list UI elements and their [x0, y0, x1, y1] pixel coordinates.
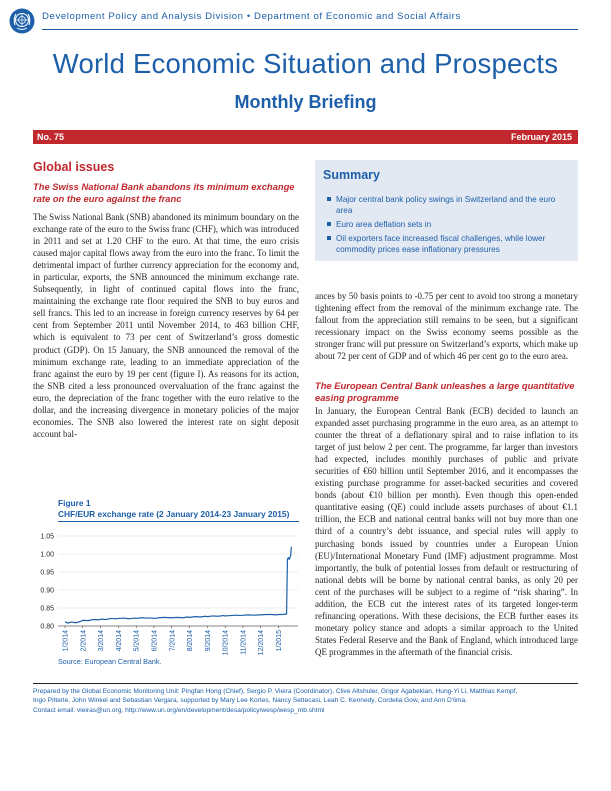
contact-line[interactable]: Contact email: vieiras@un.org, http://www.un.org/en/development/desa/policy/wesp/wesp_mb.shtml — [33, 706, 325, 714]
figure-source: Source: European Central Bank. — [58, 657, 162, 666]
y-tick-label: 0.95 — [40, 569, 54, 577]
x-tick-label: 6/2014 — [151, 630, 159, 652]
y-tick-label: 1.05 — [40, 533, 54, 541]
masthead-divider — [42, 29, 578, 30]
x-tick-label: 3/2014 — [98, 630, 106, 652]
publication-title: World Economic Situation and Prospects — [52, 48, 559, 79]
series-line-chf-eur — [65, 547, 291, 623]
y-tick-label: 0.90 — [40, 587, 54, 595]
issue-date: February 2015 — [510, 131, 572, 142]
x-tick-label: 9/2014 — [204, 630, 212, 652]
summary-item: Oil exporters face increased fiscal challenges, while lower commodity prices ease inflationary pressures — [336, 233, 572, 255]
footer-divider — [33, 683, 578, 684]
x-tick-label: 2/2014 — [80, 630, 88, 652]
bullet-icon — [327, 197, 331, 201]
figure-title: CHF/EUR exchange rate (2 January 2014-23 January 2015) — [58, 509, 290, 519]
x-tick-label: 8/2014 — [187, 630, 195, 652]
article-subheading: The European Central Bank unleashes a large quantitative easing programme — [315, 380, 575, 403]
x-tick-label: 7/2014 — [169, 630, 177, 652]
x-tick-label: 1/2014 — [62, 630, 70, 652]
y-tick-label: 1.00 — [40, 551, 54, 559]
un-emblem-icon — [9, 8, 35, 34]
issue-bar — [33, 130, 578, 144]
x-tick-label: 4/2014 — [115, 630, 123, 652]
bullet-icon — [327, 222, 331, 226]
x-tick-label: 1/2015 — [276, 630, 284, 652]
summary-item: Major central bank policy swings in Switzerland and the euro area — [336, 194, 572, 216]
credits-footer — [33, 687, 581, 715]
issue-number: No. 75 — [37, 131, 65, 142]
summary-item: Euro area deflation sets in — [336, 219, 572, 230]
article-paragraph-continued: ances by 50 basis points to -0.75 per cent to avoid too strong a monetary tightening effect from the removal of the minimum exchange rate. The fallout from the appreciation still remains to be seen, but a significant recessionary impact on the Swiss economy seems possible as the stronger franc will put pressure on Switzerland’s exports, which make up about 72 per cent of GDP and of which 46 per cent go to the euro area. — [315, 291, 578, 362]
figure-label: Figure 1 — [58, 498, 91, 508]
section-heading: Global issues — [33, 160, 115, 174]
x-tick-label: 12/2014 — [258, 630, 266, 656]
bullet-icon — [327, 236, 331, 240]
article-paragraph: The Swiss National Bank (SNB) abandoned its minimum boundary on the exchange rate of the euro to the Swiss franc (CHF), which was introduced in 2011 and set at 1.20 CHF to the euro. At that time, the euro crisis caused major capital flows away from the euro into the franc. To limit the detrimental impact of further currency appreciation for the economy and, in particular, exports, the SNB announced the minimum exchange rate. Subsequently, in light of continued capital flows into the franc, maintaining the exchange rate floor required the SNB to buy euros and sell francs. This led to an increase in foreign currency reserves by 64 per cent from September 2011 until November 2014, to 463 billion CHF, which is equivalent to 73 per cent of Switzerland’s gross domestic product (GDP). On 15 January, the SNB announced the removal of the minimum exchange rate, leading to an immediate appreciation of the franc against the euro by 19 per cent (figure I). As reasons for its action, the SNB cited a less pronounced overvaluation of the franc against the euro, the depreciation of the franc together with the euro relative to the dollar, and the increasing divergence in monetary policies of the major economies. The SNB also lowered the interest rate on sight deposit account bal- — [33, 212, 299, 439]
article-paragraph: In January, the European Central Bank (ECB) decided to launch an expanded asset purchasing programme in the euro area, as an attempt to counter the threat of a deflationary spiral and to raise inflation to its target of just below 2 per cent. The programme, far larger than investors had expected, includes monthly purchases of public and private securities of €60 billion until September 2016, and it encompasses the existing purchase programme for asset-backed securities and covered bonds (about €10 billion per month). Even though this open-ended quantitative easing (QE) could include assets purchases of about €1.1 trillion, the ECB and national central banks will not buy more than one third of a country’s debt issuance, and special rules will apply to purchasing bonds issued by countries under a European Union (EU)/International Monetary Fund (IMF) adjustment programme. Most importantly, the bulk of potential losses from default or restructuring of national debts will be borne by national central banks, as only 20 per cent of the purchases will be subject to a regime of “risk sharing”. In addition, the ECB cut the interest rates of its targeted longer-term refinancing operations. With these decisions, the ECB further eases its monetary policy stance and adopts a similar approach to the United States Federal Reserve and the Bank of England, which introduced large QE programmes in the aftermath of the financial crisis. — [315, 406, 578, 657]
summary-title: Summary — [323, 168, 380, 182]
organization-line: Development Policy and Analysis Division • Department of Economic and Social Affairs — [42, 11, 461, 22]
y-tick-label: 0.85 — [40, 605, 54, 613]
article-subheading: The Swiss National Bank abandons its minimum exchange rate on the euro against the franc — [33, 181, 295, 204]
exchange-rate-chart — [30, 522, 306, 656]
x-tick-label: 10/2014 — [222, 630, 230, 656]
publication-subtitle: Monthly Briefing — [234, 92, 377, 112]
x-tick-label: 11/2014 — [240, 630, 248, 655]
y-tick-label: 0.80 — [40, 623, 54, 631]
credits-line: Prepared by the Global Economic Monitoring Unit: Pingfan Hong (Chief), Sergio P. Vieira (Coordinator), Clive Altshuler, Grigor Agabekian, Hung-Yi Li, Matthias Kempf, — [33, 688, 518, 695]
x-tick-label: 5/2014 — [133, 630, 141, 652]
credits-line: Ingo Pitterle, John Winkel and Sebastian Vergara, supported by Mary Lee Kortes, Nancy Settecasi, Leah C. Kennedy, Cordelia Gow, and Ann D'lima. — [33, 697, 468, 705]
